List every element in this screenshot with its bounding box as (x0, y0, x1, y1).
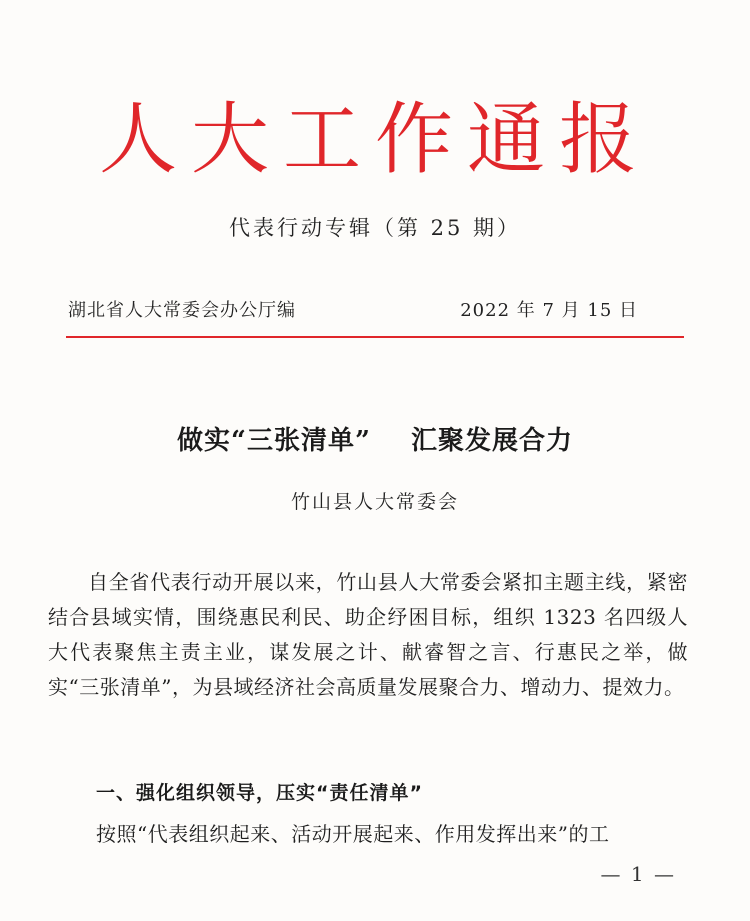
article-title (0, 420, 750, 457)
article-title-part2: 汇聚发展合力 (410, 426, 573, 456)
section-paragraph: 按照“代表组织起来、活动开展起来、作用发挥出来”的工 (96, 822, 610, 846)
editor-line: 湖北省人大常委会办公厅编 (68, 300, 296, 321)
issue-label: 代表行动专辑（第 25 期） (228, 216, 522, 240)
issue-date: 2022 年 7 月 15 日 (460, 300, 638, 321)
article-author: 竹山县人大常委会 (290, 491, 459, 513)
article-paragraph: 自全省代表行动开展以来，竹山县人大常委会紧扣主题主线，紧密结合县域实情，围绕惠民利民、助企纾困目标，组织 1323 名四级人大代表聚焦主责主业，谋发展之计、献睿智之言、行惠民之举，做实“三张清单”，为县域经济社会高质量发展聚合力、增动力、提效力。 (48, 570, 688, 699)
header-divider (66, 336, 684, 338)
section-heading: 一、强化组织领导，压实“责任清单” (96, 782, 423, 804)
masthead-title: 人大工作通报 (98, 95, 651, 185)
article-title-part1: 做实“三张清单” (177, 426, 371, 456)
page-number: — 1 — (600, 862, 676, 886)
